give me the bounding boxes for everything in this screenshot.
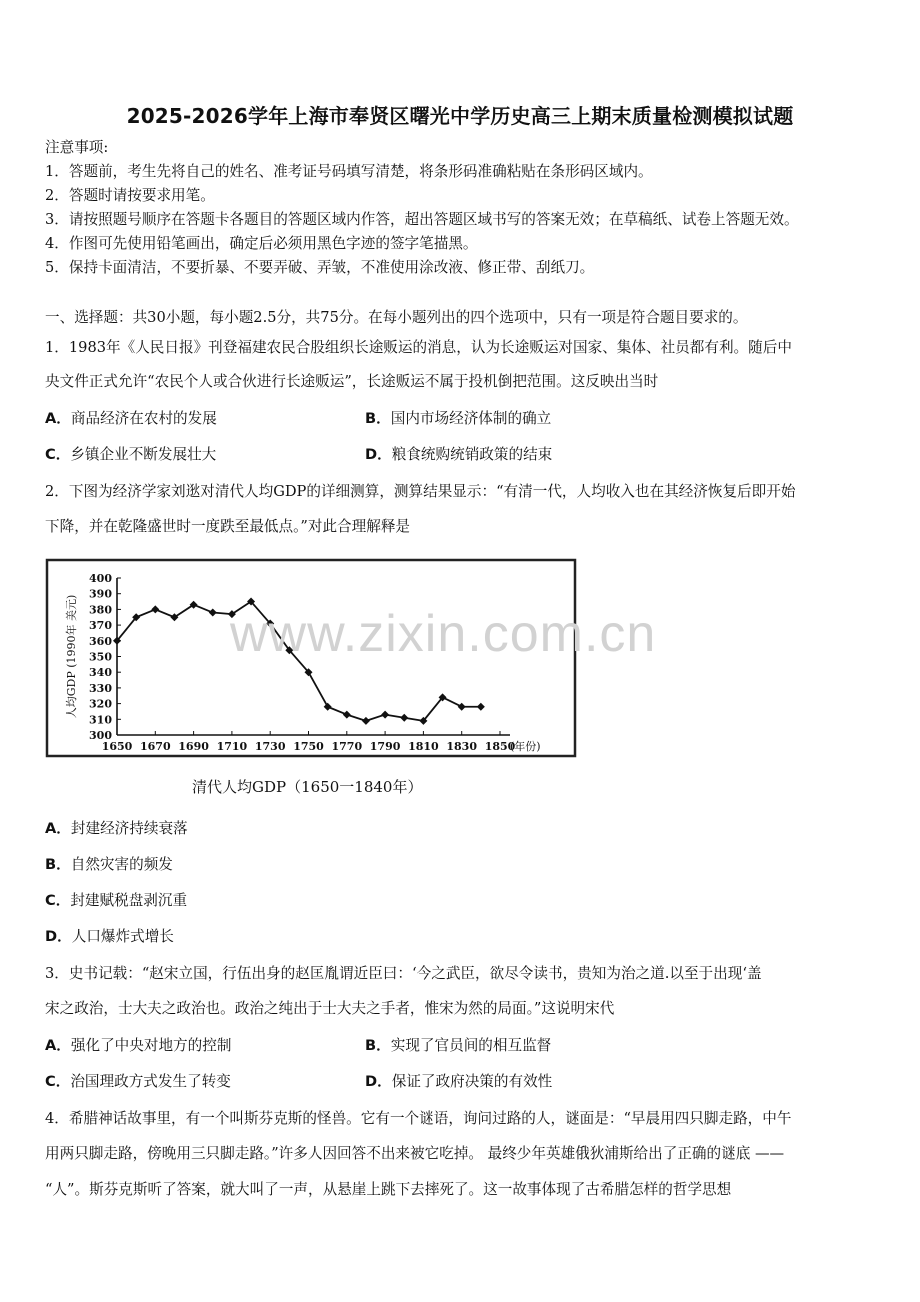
q2-stem-line-2: 下降，并在乾隆盛世时一度跌至最低点。”对此合理解释是	[45, 518, 411, 535]
data-point-marker	[209, 609, 217, 617]
q1-option-a[interactable]: A．商品经济在农村的发展	[45, 410, 217, 427]
y-tick-label: 310	[89, 713, 112, 727]
y-tick-label: 350	[89, 650, 112, 664]
q2-option-a[interactable]: A．封建经济持续衰落	[45, 820, 188, 837]
q2-option-b[interactable]: B．自然灾害的频发	[45, 856, 173, 873]
notes-item-1: 1．答题前，考生先将自己的姓名、准考证号码填写清楚，将条形码准确粘贴在条形码区域内。	[45, 163, 653, 180]
y-tick-label: 330	[89, 681, 112, 695]
y-tick-label: 320	[89, 697, 112, 711]
data-point-marker	[458, 703, 466, 711]
q1-stem-line-1: 1．1983年《人民日报》刊登福建农民合股组织长途贩运的消息，认为长途贩运对国家、集体、社员都有利。随后中	[45, 339, 792, 356]
x-tick-label: 1690	[178, 740, 209, 753]
x-axis-label: (年份)	[510, 740, 541, 753]
q4-stem-line-3: “人”。斯芬克斯听了答案，就大叫了一声，从悬崖上跳下去摔死了。这一故事体现了古希腊怎样的哲学思想	[45, 1181, 732, 1198]
q1-option-d[interactable]: D．粮食统购统销政策的结束	[365, 446, 553, 463]
q3-stem-line-1: 3．史书记载：“赵宋立国，行伍出身的赵匡胤谓近臣曰：‘今之武臣，欲尽令读书，贵知为治之道.以至于出现‘盖	[45, 965, 762, 982]
x-tick-label: 1850	[484, 740, 516, 753]
y-axis-label: 人均GDP (1990年 美元)	[65, 594, 78, 719]
x-tick-label: 1670	[139, 740, 171, 753]
data-point-marker	[381, 711, 389, 719]
q1-option-b[interactable]: B．国内市场经济体制的确立	[365, 410, 552, 427]
q3-option-b[interactable]: B．实现了官员间的相互监督	[365, 1037, 552, 1054]
y-tick-label: 400	[89, 572, 112, 585]
data-point-marker	[343, 711, 351, 719]
q1-stem-line-2: 央文件正式允许“农民个人或合伙进行长途贩运”，长途贩运不属于投机倒把范围。这反映出当时	[45, 373, 659, 390]
chart-caption: 清代人均GDP（1650一1840年）	[192, 778, 423, 796]
q2-option-c[interactable]: C．封建赋税盘剥沉重	[45, 892, 188, 909]
data-point-marker	[362, 717, 370, 725]
y-tick-label: 360	[89, 634, 112, 648]
q4-stem-line-2: 用两只脚走路，傍晚用三只脚走路。”许多人因回答不出来被它吃掉。 最终少年英雄俄狄浦斯给出了正确的谜底 ——	[45, 1145, 785, 1162]
q3-option-a[interactable]: A．强化了中央对地方的控制	[45, 1037, 232, 1054]
x-tick-label: 1810	[408, 740, 439, 753]
x-tick-label: 1790	[369, 740, 401, 753]
q2-stem-line-1: 2．下图为经济学家刘逖对清代人均GDP的详细测算，测算结果显示：“有清一代，人均收入也在其经济恢复后即开始	[45, 483, 796, 500]
notes-heading: 注意事项:	[45, 139, 109, 156]
notes-item-4: 4．作图可先使用铅笔画出，确定后必须用黑色字迹的签字笔描黑。	[45, 235, 478, 252]
x-tick-label: 1730	[254, 740, 286, 753]
data-point-marker	[400, 714, 408, 722]
y-tick-label: 390	[89, 587, 112, 601]
watermark: www.zixin.com.cn	[230, 605, 657, 663]
notes-item-5: 5．保持卡面清洁，不要折暴、不要弄破、弄皱，不准使用涂改液、修正带、刮纸刀。	[45, 259, 595, 276]
q3-stem-line-2: 宋之政治，士大夫之政治也。政治之纯出于士大夫之手者，惟宋为然的局面。”这说明宋代	[45, 1000, 615, 1017]
y-tick-label: 300	[89, 729, 112, 742]
data-point-marker	[324, 703, 332, 711]
x-tick-label: 1750	[293, 740, 324, 753]
section-heading: 一、选择题：共30小题，每小题2.5分，共75分。在每小题列出的四个选项中，只有一项是符合题目要求的。	[45, 309, 748, 326]
notes-item-2: 2．答题时请按要求用笔。	[45, 187, 215, 204]
x-tick-label: 1650	[101, 740, 133, 753]
q2-option-d[interactable]: D．人口爆炸式增长	[45, 928, 174, 945]
y-tick-label: 380	[89, 603, 112, 617]
data-point-marker	[151, 605, 159, 613]
q3-option-c[interactable]: C．治国理政方式发生了转变	[45, 1073, 231, 1090]
y-tick-label: 340	[89, 666, 112, 680]
data-point-marker	[477, 703, 485, 711]
x-tick-label: 1830	[446, 740, 478, 753]
notes-item-3: 3．请按照题号顺序在答题卡各题目的答题区域内作答，超出答题区域书写的答案无效；在草稿纸、试卷上答题无效。	[45, 211, 799, 228]
y-tick-label: 370	[89, 619, 112, 633]
x-tick-label: 1770	[331, 740, 363, 753]
q4-stem-line-1: 4．希腊神话故事里，有一个叫斯芬克斯的怪兽。它有一个谜语，询问过路的人，谜面是：“早晨用四只脚走路，中午	[45, 1110, 792, 1127]
x-tick-label: 1710	[216, 740, 248, 753]
page-title: 2025-2026学年上海市奉贤区曙光中学历史高三上期末质量检测模拟试题	[126, 104, 794, 128]
q1-option-c[interactable]: C．乡镇企业不断发展壮大	[45, 446, 217, 463]
q3-option-d[interactable]: D．保证了政府决策的有效性	[365, 1073, 553, 1090]
